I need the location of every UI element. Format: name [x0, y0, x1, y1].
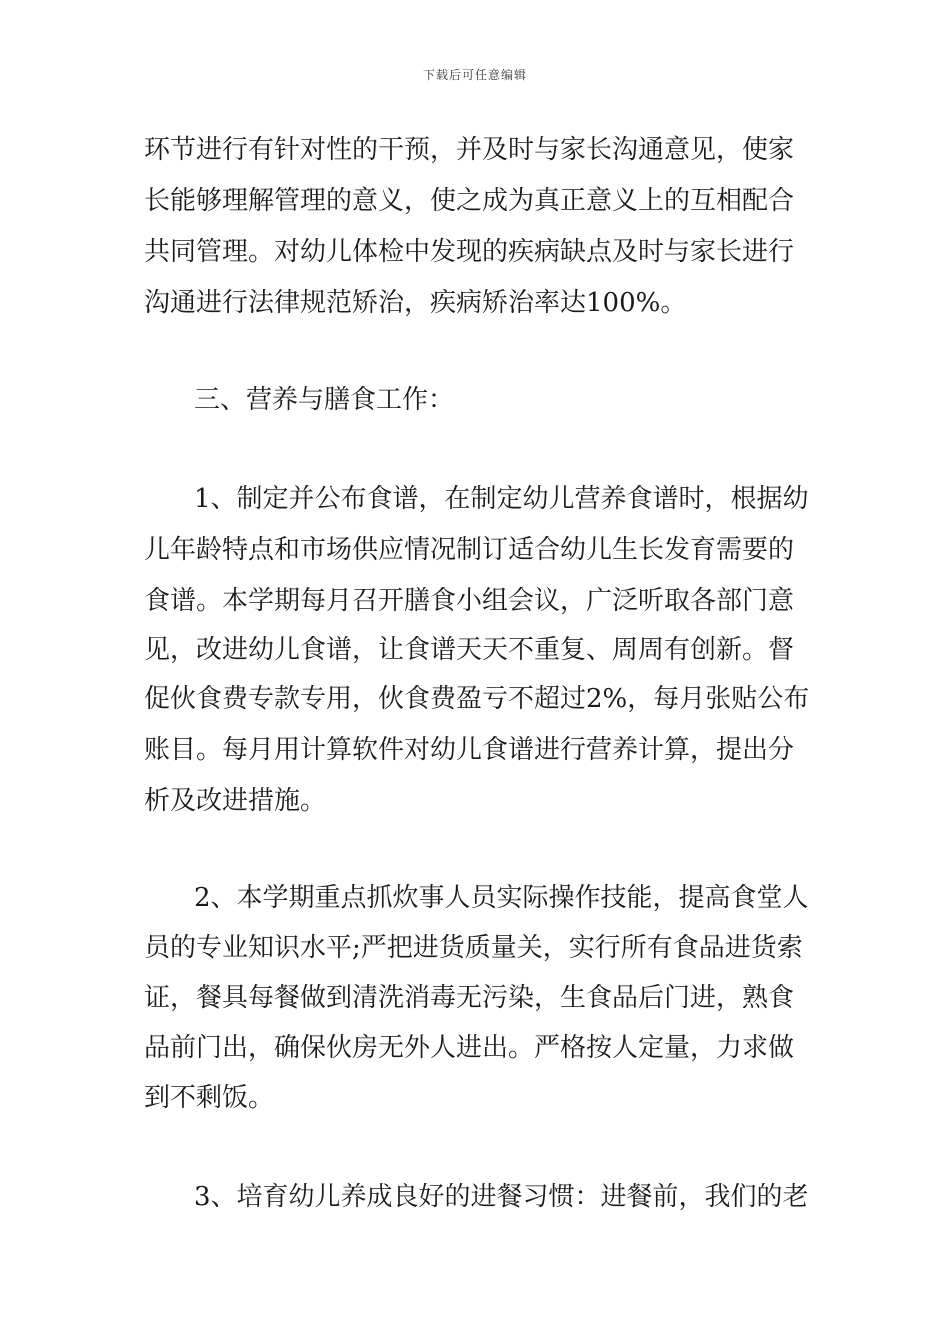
- body-line: 1、制定并公布食谱，在制定幼儿营养食谱时，根据幼: [194, 484, 809, 514]
- body-line: 到不剩饭。: [144, 1083, 275, 1113]
- page-header: 下载后可任意编辑: [422, 68, 527, 82]
- body-line: 证，餐具每餐做到清洗消毒无污染，生食品后门进，熟食: [144, 983, 795, 1013]
- body-line: 长能够理解管理的意义，使之成为真正意义上的互相配合: [144, 186, 795, 216]
- body-line: 环节进行有针对性的干预，并及时与家长沟通意见，使家: [144, 135, 795, 165]
- body-line: 品前门出，确保伙房无外人进出。严格按人定量，力求做: [144, 1033, 795, 1063]
- body-line: 共同管理。对幼儿体检中发现的疾病缺点及时与家长进行: [144, 237, 795, 267]
- body-line: 账目。每月用计算软件对幼儿食谱进行营养计算，提出分: [144, 735, 795, 765]
- section-heading: 三、营养与膳食工作：: [194, 385, 455, 415]
- body-line: 食谱。本学期每月召开膳食小组会议，广泛听取各部门意: [144, 586, 795, 616]
- body-line: 儿年龄特点和市场供应情况制订适合幼儿生长发育需要的: [144, 535, 795, 565]
- body-line: 3、培育幼儿养成良好的进餐习惯：进餐前，我们的老: [194, 1182, 809, 1212]
- body-line: 见，改进幼儿食谱，让食谱天天不重复、周周有创新。督: [144, 635, 795, 665]
- body-line: 2、本学期重点抓炊事人员实际操作技能，提高食堂人: [194, 883, 809, 913]
- body-line: 员的专业知识水平;严把进货质量关，实行所有食品进货索: [144, 933, 803, 963]
- body-line: 析及改进措施。: [144, 786, 327, 816]
- body-line: 促伙食费专款专用，伙食费盈亏不超过2%，每月张贴公布: [144, 684, 810, 714]
- body-line: 沟通进行法律规范矫治，疾病矫治率达100%。: [144, 288, 687, 318]
